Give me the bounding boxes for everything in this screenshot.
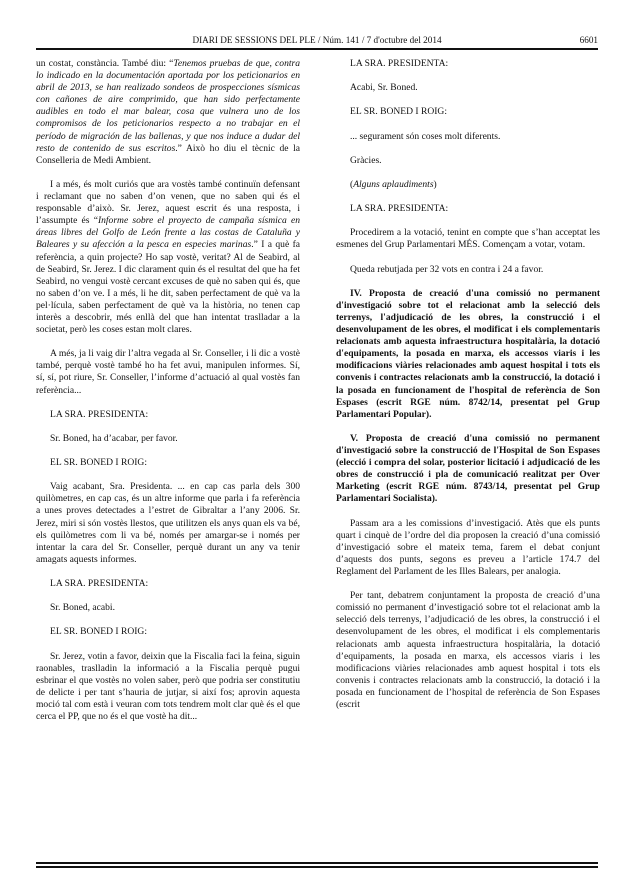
paragraph: Gràcies. <box>350 154 382 166</box>
speaker-label: LA SRA. PRESIDENTA: <box>350 58 449 69</box>
agenda-heading-iv: IV. Proposta de creació d'una comissió no permanent d'investigació sobre tot el relacionat amb la selecció dels terrenys, l'adjudicació de les obres, la construcció i el desenvolupament de les obres, el modificat i els complementaris relacionats amb aquesta infraestructura hospitalària, la dotació d'equipaments, la posada en marxa, els accessos viaris i les modificacions viàries relacionades amb aquest hospital i tots els convenis i contractes relacionats amb la construcció, la dotació i la posada en funcionament de l'hospital de referència de Son Espases (escrit RGE núm. 8742/14, presentat pel Grup Parlamentari Popular). <box>336 287 600 420</box>
paragraph: Sr. Boned, acabi. <box>50 602 115 614</box>
header-rule <box>36 48 598 50</box>
speaker-label: EL SR. BONED I ROIG: <box>350 106 447 118</box>
stage-direction: (Alguns aplaudiments) <box>350 178 437 190</box>
page-header <box>36 34 598 46</box>
paragraph: Passam ara a les comissions d’investigació. Atès que els punts quart i cinquè de l’ordre del dia proposen la creació d’una comissió d’investigació sobre el mateix tema, farem el debat conjunt d’aquests dos punts, segons es preveu a l’article 174.7 del Reglament del Parlament de les Illes Balears, per analogia. <box>336 517 600 577</box>
paragraph: Vaig acabant, Sra. Presidenta. ... en cap cas parla dels 300 quilòmetres, en cap cas, és un altre informe que parla i fa referència a unes proves detectades a l’estret de Gibraltar a l’any 2006. Sr. Jerez, miri si són vostès llestos, que utilitzen els anys quan els va bé, els quilòmetres com li va bé, només per amargar-se i només per intentar la cara del Sr. Conseller, perquè durant un any va tenir amagats aquests informes. <box>36 481 300 565</box>
paragraph: un costat, constància. També diu: “Tenemos pruebas de que, contra lo indicado en la documentación aportada por los peticionarios en abril de 2013, se han realizado sondeos de prospecciones sísmicas con cañones de aire comprimido, que han sido perfectamente audibles en todo el mar balear, cosa que vulnera uno de los compromisos de los peticionarios respecto a no trabajar en el período de migración de las ballenas, y que nos induce a dudar del resto de contenido de sus escritos.” Això ho diu el tècnic de la Conselleria de Medi Ambient. <box>36 58 300 166</box>
paragraph: A més, ja li vaig dir l’altra vegada al Sr. Conseller, i li dic a vostè també, perquè vostè també ho ha fet avui, manipulen informes. Sí, sí, sí, pot riure, Sr. Conseller, l’informe d’actuació al qual vostès fan referència... <box>36 348 300 396</box>
footer-rule-bottom <box>36 866 598 868</box>
paragraph: Per tant, debatrem conjuntament la proposta de creació d’una comissió no permanent d’investigació sobre tot el relacionat amb la selecció dels terrenys, l’adjudicació de les obres, la construcció i el desenvolupament de les obres, el modificat i els complementaris relacionats amb aquesta infraestructura hospitalària, la dotació d’equipaments, la posada en marxa, els accessos viaris i les modificacions viàries relacionades amb aquest hospital i tots els convenis i contractes relacionats amb la construcció, la dotació i la posada en funcionament de l’hospital de referència de Son Espases (escrit <box>336 590 600 710</box>
paragraph: Procedirem a la votació, tenint en compte que s’han acceptat les esmenes del Grup Parlamentari MÉS. Començam a votar, votam. <box>336 227 600 251</box>
paragraph: Queda rebutjada per 32 vots en contra i 24 a favor. <box>350 263 544 275</box>
speaker-label: EL SR. BONED I ROIG: <box>50 626 147 638</box>
agenda-heading-v: V. Proposta de creació d'una comissió no permanent d'investigació sobre la construcció de l'Hospital de Son Espases (elecció i compra del solar, posterior licitació i adjudicació de les obres de construcció i pla de comunicació realitzat per Over Marketing (escrit RGE núm. 8743/14, presentat pel Grup Parlamentari Socialista). <box>336 432 600 505</box>
paragraph: I a més, és molt curiós que ara vostès també continuïn defensant i reclamant que no saben d’on venen, que no saben qui és el responsable d’això. Sr. Jerez, aquest escrit és una resposta, i l’assumpte és “Informe sobre el proyecto de campaña sísmica en áreas libres del Golfo de León frente a las costas de Cataluña y Baleares y su afección a la pesca en especies marinas.” I a què fa referència, a quin projecte? Ho sap vostè, veritat? Al de Seabird, al de Seabird, Sr. Jerez. I dic clarament quin és el resultat del que ha fet Seabird, no vengui vostè cercant excuses de què no saben qui és, que no saben d’on ve. I a més, li he dit, saben perfectament de què va la pel·lícula, saben perfectament de què va la història, no tenen cap interès a descobrir, més enllà del que han intentat traslladar a la societat, però les coses estan molt clares. <box>36 178 301 336</box>
speaker-label: LA SRA. PRESIDENTA: <box>350 203 449 215</box>
page-number: 6601 <box>579 35 598 45</box>
footer-rule-top <box>36 862 598 864</box>
paragraph: Sr. Jerez, votin a favor, deixin que la Fiscalia faci la feina, siguin raonables, traslladin la informació a la Fiscalia perquè pugui esbrinar el que vostès no volen saber, però que podria ser constitutiu de delicte i per tant s’hauria de jutjar, si així fos; aprovin aquesta moció tal com està i veuran com tots tendrem molt clar què és el que cerca el PP, que no és el que vostè ha dit... <box>36 650 300 723</box>
speaker-label: LA SRA. PRESIDENTA: <box>50 408 149 420</box>
right-column <box>336 58 600 711</box>
paragraph: Sr. Boned, ha d’acabar, per favor. <box>50 432 178 444</box>
speaker-label: EL SR. BONED I ROIG: <box>50 457 147 469</box>
left-column <box>36 58 300 723</box>
paragraph: ... segurament són coses molt diferents. <box>350 130 501 142</box>
paragraph: Acabi, Sr. Boned. <box>350 82 418 94</box>
journal-title: DIARI DE SESSIONS DEL PLE / Núm. 141 / 7 d'octubre del 2014 <box>192 35 442 45</box>
speaker-label: LA SRA. PRESIDENTA: <box>50 578 149 590</box>
